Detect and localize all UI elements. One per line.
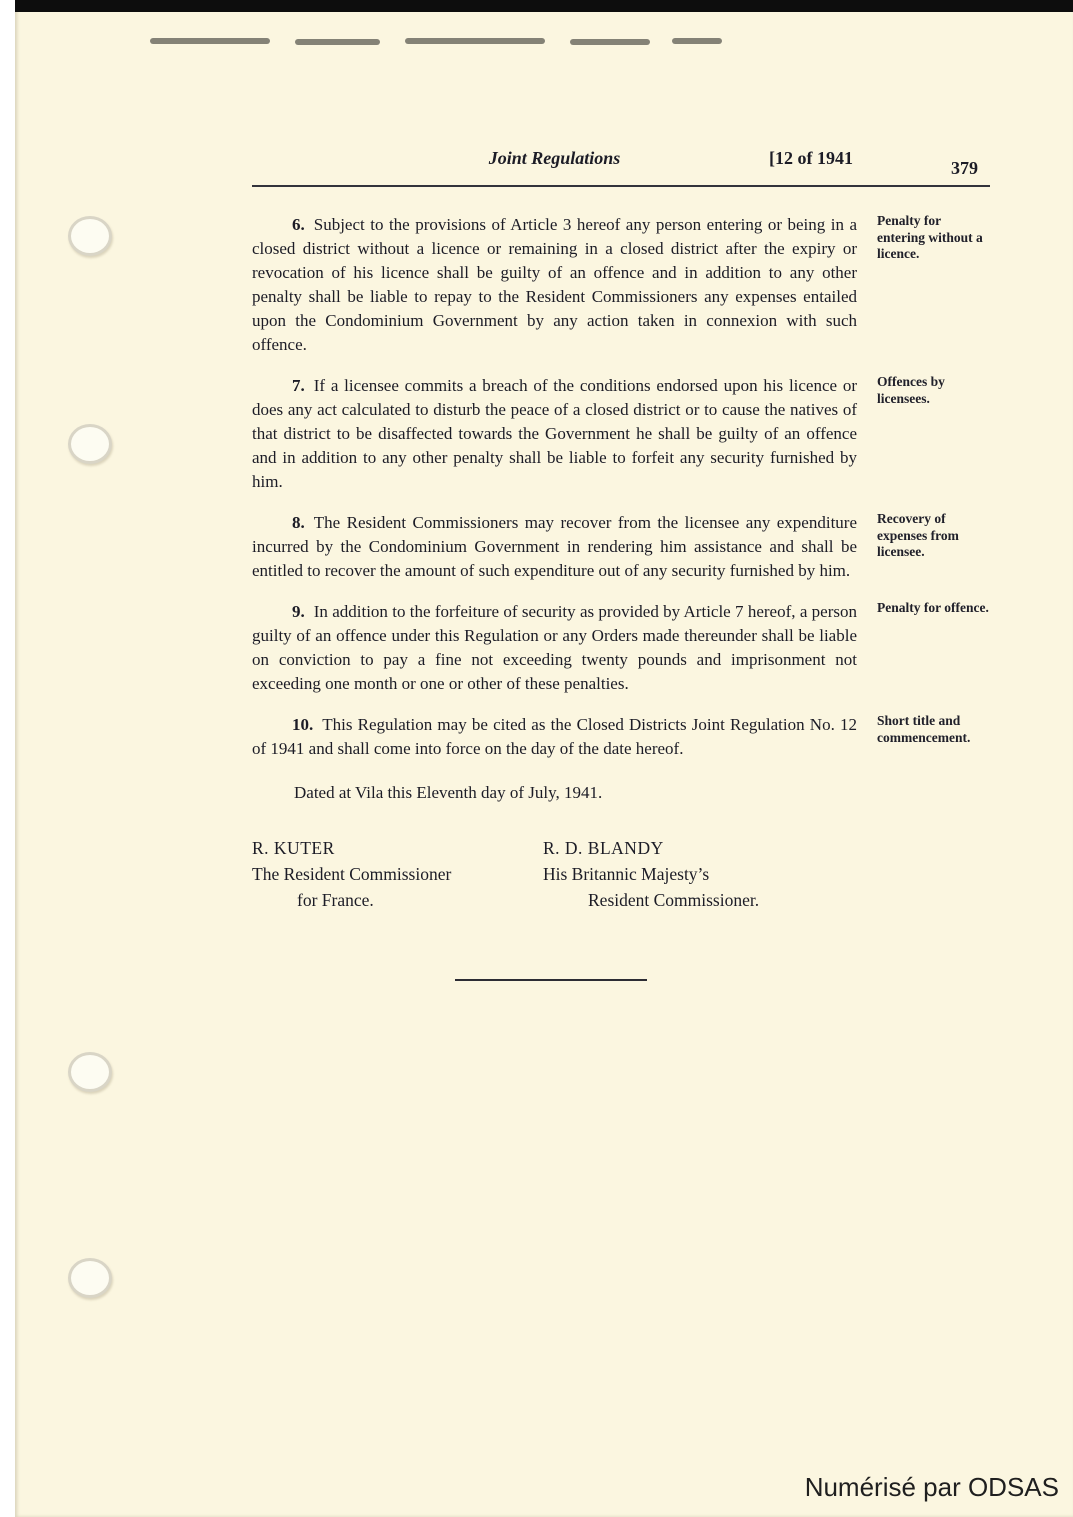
- paragraph-text: [252, 374, 857, 494]
- margin-note: Penalty for entering without a licence.: [877, 213, 983, 261]
- scan-left-margin: [0, 0, 15, 1517]
- scan-smudge: [150, 38, 270, 44]
- header-rule: [252, 185, 990, 187]
- page-title: Joint Regulations: [488, 148, 621, 168]
- paragraph-number: 7.: [292, 376, 305, 395]
- running-header: [252, 148, 992, 179]
- scan-smudge: [405, 38, 545, 44]
- page-content: [252, 148, 992, 981]
- paragraph-body: The Resident Commissioners may recover from the licensee any expenditure incurred by the Condominium Government in rendering him assistance and shall be entitled to recover the amount of such expenditure out of any security furnished by him.: [252, 513, 857, 580]
- punch-hole: [68, 1258, 112, 1298]
- margin-note: Penalty for offence.: [877, 600, 989, 615]
- paragraph-body: In addition to the forfeiture of security as provided by Article 7 hereof, a person guilty of an offence under this Regulation or any Orders made thereunder shall be liable on conviction to pay a fine not exceeding twenty pounds and imprisonment not exceeding one month or one or other of these penalties.: [252, 602, 857, 693]
- dated-line: Dated at Vila this Eleventh day of July, 1941.: [294, 783, 603, 802]
- punch-hole: [68, 424, 112, 464]
- signature-block: [252, 835, 857, 913]
- signatory-title: His Britannic Majesty’s: [543, 864, 710, 884]
- end-rule: [455, 979, 647, 981]
- paragraph-text: [252, 600, 857, 696]
- paragraph-text: [252, 213, 857, 357]
- regulation-body: [252, 213, 992, 981]
- paragraph-10: [252, 713, 992, 761]
- signatory-title-2: Resident Commissioner.: [588, 890, 760, 910]
- signature-britain: [543, 835, 857, 913]
- scan-watermark: Numérisé par ODSAS: [804, 1472, 1059, 1502]
- paragraph-9: [252, 600, 992, 696]
- signatory-name: R. KUTER: [252, 838, 335, 858]
- signatory-name: R. D. BLANDY: [543, 838, 664, 858]
- paragraph-6: [252, 213, 992, 357]
- scan-smudge: [295, 39, 380, 45]
- margin-note: Recovery of expenses from licensee.: [877, 511, 959, 559]
- signatory-title: The Resident Commissioner: [252, 864, 452, 884]
- scan-smudge: [570, 39, 650, 45]
- signatory-title-2: for France.: [297, 890, 374, 910]
- paragraph-number: 6.: [292, 215, 305, 234]
- paragraph-body: If a licensee commits a breach of the conditions endorsed upon his licence or does any act calculated to disturb the peace of a closed district or to cause the natives of that district to be disaffected towards the Government he shall be guilty of an offence and in addition to any other penalty shall be liable to forfeit any security furnished by him.: [252, 376, 857, 491]
- punch-hole: [68, 1052, 112, 1092]
- signature-france: [252, 835, 543, 913]
- paragraph-body: This Regulation may be cited as the Closed Districts Joint Regulation No. 12 of 1941 and shall come into force on the day of the date hereof.: [252, 715, 857, 758]
- margin-note: Offences by licensees.: [877, 374, 945, 406]
- paragraph-number: 10.: [292, 715, 314, 734]
- citation: [12 of 1941: [769, 148, 853, 168]
- scan-artifact-top-bar: [15, 0, 1073, 12]
- paragraph-body: Subject to the provisions of Article 3 hereof any person entering or being in a closed district without a licence or remaining in a closed district after the expiry or revocation of his licence shall be guilty of an offence and in addition to any other penalty shall be liable to repay to the Resident Commissioners any expenses entailed upon the Condominium Government by any action taken in connexion with such offence.: [252, 215, 857, 354]
- punch-hole: [68, 216, 112, 256]
- paragraph-number: 9.: [292, 602, 305, 621]
- paragraph-8: [252, 511, 992, 583]
- margin-note: Short title and commencement.: [877, 713, 971, 745]
- paragraph-text: [252, 713, 857, 761]
- scan-smudge: [672, 38, 722, 44]
- paragraph-7: [252, 374, 992, 494]
- page-number: 379: [951, 158, 978, 178]
- paragraph-text: [252, 511, 857, 583]
- paragraph-number: 8.: [292, 513, 305, 532]
